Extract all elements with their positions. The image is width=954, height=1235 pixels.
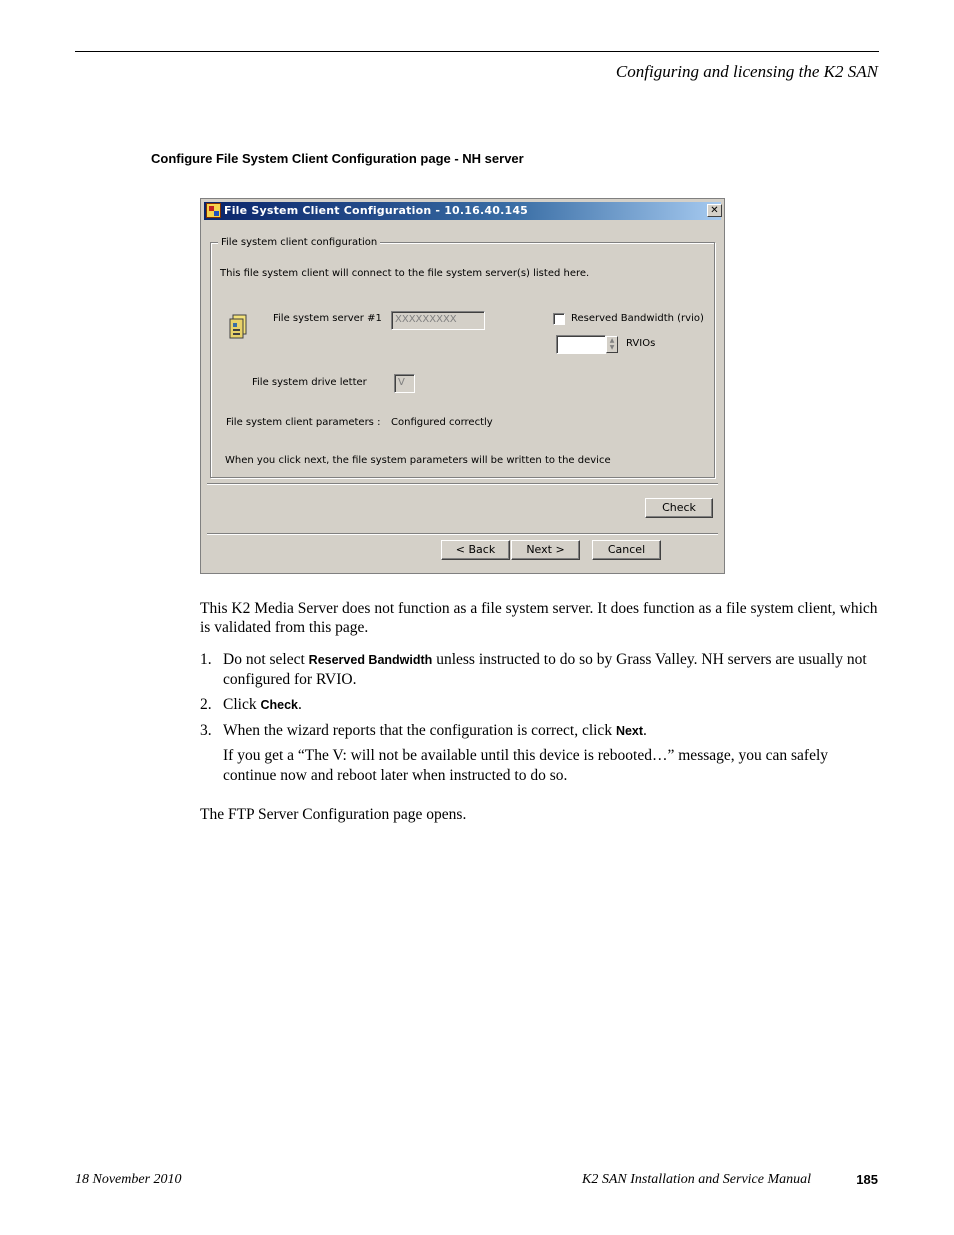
step-text [223,650,878,690]
step-text-pre: Do not select [223,651,309,668]
check-button[interactable]: Check [645,498,713,518]
server-label: File system server #1 [273,313,382,324]
app-window-icon [206,203,221,218]
ui-term: Next [615,724,644,738]
file-server-icon [227,314,249,340]
spin-up-icon[interactable]: ▲ [609,337,615,344]
params-label: File system client parameters : [226,417,381,428]
step-text-post: unless instructed to do so by Grass Valley. NH servers are usually not configured for RVIO. [223,651,867,688]
reserved-bandwidth-checkbox[interactable] [553,313,565,325]
drive-letter-field[interactable]: V [394,374,415,393]
ui-term: Check [260,698,298,712]
cancel-button[interactable]: Cancel [592,540,661,560]
step-number: 1. [200,651,212,668]
intro-paragraph: This K2 Media Server does not function as a file system server. It does function as a file system client, which is validated from this page. [200,600,878,636]
step-note: If you get a “The V: will not be available until this device is rebooted…” message, you can safely continue now and reboot later when instructed to do so. [223,747,829,784]
step-text-pre: Click [223,696,261,713]
intro-text: This file system client will connect to the file system server(s) listed here. [220,268,590,279]
file-system-client-dialog [200,198,725,574]
dialog-title: File System Client Configuration - 10.16.40.145 [224,204,529,217]
step-text [223,695,878,715]
page-number: 185 [856,1172,878,1187]
header-rule [75,51,879,52]
closing-paragraph: The FTP Server Configuration page opens. [200,806,467,823]
divider-top [207,483,718,485]
running-header: Configuring and licensing the K2 SAN [615,62,878,81]
ui-term: Reserved Bandwidth [308,653,433,667]
footer-manual-title: K2 SAN Installation and Service Manual [582,1172,812,1187]
write-notice: When you click next, the file system parameters will be written to the device [225,455,611,466]
params-value: Configured correctly [391,417,493,428]
back-button[interactable]: < Back [441,540,510,560]
spin-down-icon[interactable]: ▼ [609,344,615,351]
step-text-post: . [643,722,647,739]
rvios-spinner[interactable] [606,336,618,353]
steps-list [200,650,880,790]
step-text-post: . [298,696,302,713]
rvios-input[interactable] [556,335,606,354]
close-icon: ✕ [710,205,719,216]
footer-date: 18 November 2010 [75,1172,182,1187]
step-number: 3. [200,722,212,739]
step-text [223,721,878,741]
group-label: File system client configuration [218,237,380,248]
step-number: 2. [200,696,212,713]
close-button[interactable] [707,204,722,217]
dialog-titlebar [204,202,721,220]
drive-letter-label: File system drive letter [252,377,367,388]
reserved-bandwidth-label: Reserved Bandwidth (rvio) [571,313,704,324]
divider-bottom [207,533,718,535]
next-button[interactable]: Next > [511,540,580,560]
step-text-pre: When the wizard reports that the configuration is correct, click [223,722,616,739]
server-field[interactable]: XXXXXXXXX [391,311,485,330]
rvios-label: RVIOs [626,338,656,349]
figure-caption: Configure File System Client Configuration page - NH server [151,151,524,166]
